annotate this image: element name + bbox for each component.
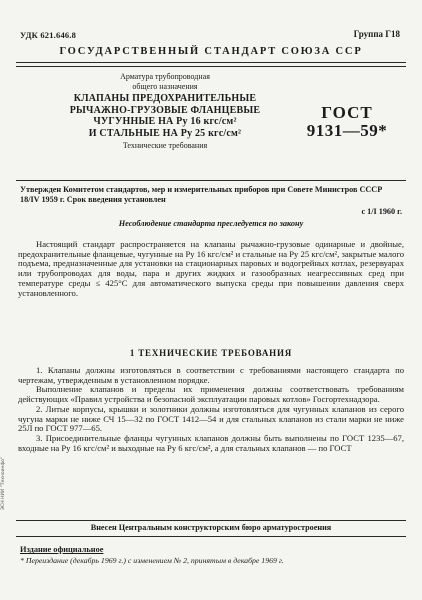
divider [16,520,406,521]
paragraph: Выполнение клапанов и пределы их применения должны соответствовать требованиям действующих «Правил устройства и безопасной эксплуатации паровых котлов» Госгортехнадзора. [18,384,404,405]
legal-note: Несоблюдение стандарта преследуется по закону [118,219,304,228]
introduced-by: Внесен Центральным конструкторским бюро арматуростроения [90,523,332,532]
gost-label: ГОСТ [321,103,373,122]
divider [16,536,406,537]
title-block [40,72,290,151]
side-stamp: ЭСН НИИ "Техноинфо" [1,456,6,510]
main-title-line: КЛАПАНЫ ПРЕДОХРАНИТЕЛЬНЫЕ [73,93,257,104]
subtitle: Технические требования [122,141,208,150]
paragraph: 1. Клапаны должны изготовляться в соответствии с требованиями настоящего стандарта по чертежам, утвержденным в установленном порядке. [18,365,404,385]
main-title-line: ЧУГУННЫЕ НА Pу 16 кгс/см² [93,116,237,127]
approval-note [20,185,402,216]
title-line: Арматура трубопроводная [120,72,210,81]
standard-band: ГОСУДАРСТВЕННЫЙ СТАНДАРТ СОЮЗА ССР [59,46,363,57]
reprint-note: * Переиздание (декабрь 1969 г.) с изменением № 2, принятым в декабре 1969 г. [20,556,284,565]
divider [16,180,406,181]
official-edition: Издание официальное [20,545,104,554]
intro-paragraph: Настоящий стандарт распространяется на клапаны рычажно-грузовые одинарные и двойные, предохранительные фланцевые, чугунные на Pу 16 кгс/см² и стальные на Pу 25 кгс/см², закрытые малого подъема, предназначенные для установки на стационарных паровых и водогрейных котлах, резервуарах или трубопроводах для воды, пара и других жидких и газообразных неагрессивных сред при температуре среды ≤ 425°C для автоматического выпуска среды при повышении давления сверх установленного. [18,239,404,298]
paragraph: 3. Присоединительные фланцы чугунных клапанов должны быть выполнены по ГОСТ 1235—67, входные на Pу 16 кгс/см² и выходные на Pу 6 кгс/см², а для стальных клапанов — по ГОСТ [18,432,404,453]
main-title-line: РЫЧАЖНО-ГРУЗОВЫЕ ФЛАНЦЕВЫЕ [69,104,261,116]
divider [16,62,406,63]
paragraph: 2. Литые корпусы, крышки и золотники должны изготовляться для чугунных клапанов из серого чугуна марки не ниже СЧ 15—32 по ГОСТ 1412—54 и для стальных клапанов из стали марки не ниже 25Л по ГОСТ 977—65. [18,403,404,434]
group-code: Группа Г18 [353,29,400,39]
gost-number: 9131—59* [306,121,388,140]
udk-code: УДК 621.646.8 [20,30,77,40]
section-heading: 1 ТЕХНИЧЕСКИЕ ТРЕБОВАНИЯ [129,348,293,358]
gost-designation [302,104,392,140]
main-title [40,93,290,139]
approval-text: Утвержден Комитетом стандартов, мер и измерительных приборов при Совете Министров СССР 18/IV 1959 г. Срок введения установлен [20,185,383,204]
title-line: общего назначения [132,81,198,91]
section-body [18,366,404,453]
main-title-line: И СТАЛЬНЫЕ НА Pу 25 кгс/см² [88,127,242,139]
divider [16,66,406,67]
effective-date: с 1/I 1960 г. [361,207,402,216]
